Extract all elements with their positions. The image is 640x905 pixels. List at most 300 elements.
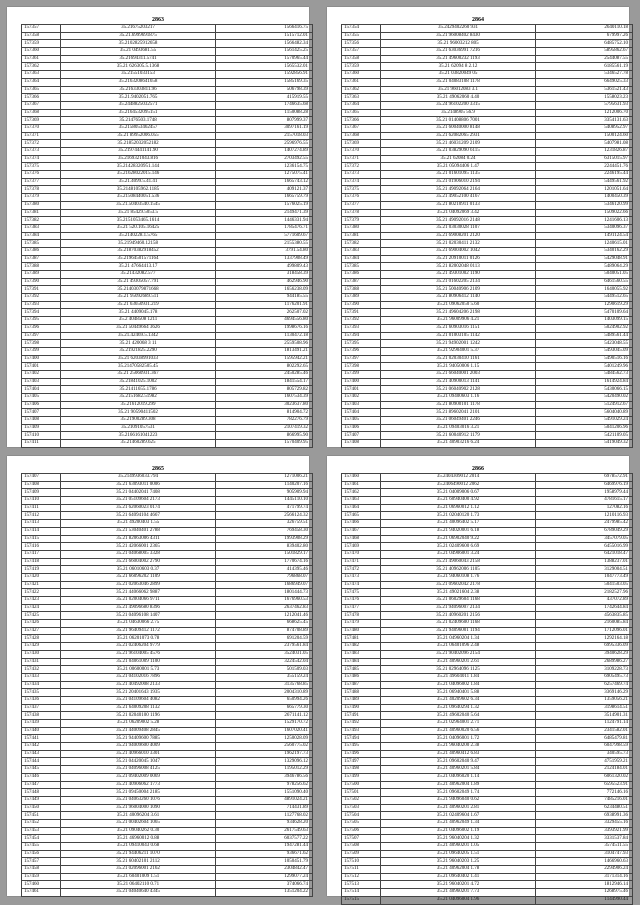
- coordinate-cell: 35.21 01906010 2194: [381, 178, 536, 186]
- value-cell: 3023637.80: [216, 401, 313, 409]
- coordinate-cell: 35.21 04096008 4125: [61, 766, 216, 774]
- table-row: [22, 132, 313, 140]
- table-row: [342, 148, 633, 156]
- table-row: [342, 194, 633, 202]
- row-id-cell: 157391: [342, 309, 381, 317]
- table-row: [22, 712, 313, 720]
- value-cell: 5771609.67: [216, 232, 313, 240]
- row-id-cell: 157382: [342, 240, 381, 248]
- row-id-cell: 157451: [22, 812, 61, 820]
- row-id-cell: 157422: [22, 589, 61, 597]
- table-row: [22, 819, 313, 827]
- row-id-cell: 157389: [342, 294, 381, 302]
- coordinate-cell: 35.2 4048508 1211: [61, 317, 216, 325]
- row-id-cell: 157408: [342, 440, 381, 448]
- value-cell: 2640110.18: [536, 25, 633, 33]
- table-row: [22, 94, 313, 102]
- value-cell: 1201051.64: [536, 186, 633, 194]
- row-id-cell: 157371: [22, 132, 61, 140]
- table-row: [22, 232, 313, 240]
- row-id-cell: 157381: [22, 209, 61, 217]
- row-id-cell: 157398: [22, 340, 61, 348]
- table-row: [342, 696, 633, 704]
- row-id-cell: 157373: [22, 148, 61, 156]
- table-row: [342, 163, 633, 171]
- table-row: [22, 666, 313, 674]
- table-row: [342, 240, 633, 248]
- table-row: [342, 25, 633, 33]
- value-cell: 374066.74: [216, 881, 313, 889]
- coordinate-cell: 35.21 60040912 1179: [381, 432, 536, 440]
- value-cell: 6061320.02: [536, 773, 633, 781]
- table-row: [22, 481, 313, 489]
- table-row: [22, 789, 313, 797]
- coordinate-cell: 35.21 40960201 2156: [381, 612, 536, 620]
- value-cell: 1566482.34: [216, 40, 313, 48]
- coordinate-cell: 35.21841025.1002: [61, 378, 216, 386]
- coordinate-cell: 35.21 09410043 0.68: [61, 843, 216, 851]
- table-row: [22, 417, 313, 425]
- coordinate-cell: 35.21 09402009 0069: [61, 773, 216, 781]
- page-title: 2864: [472, 17, 484, 23]
- coordinate-cell: 35.21 49602040 5.64: [381, 712, 536, 720]
- value-cell: 1150088.28: [216, 109, 313, 117]
- table-row: [342, 743, 633, 751]
- table-row: [22, 681, 313, 689]
- row-id-cell: 157503: [342, 804, 381, 812]
- row-id-cell: 157418: [22, 558, 61, 566]
- value-cell: 6978572.91: [536, 474, 633, 482]
- table-row: [342, 843, 633, 851]
- coordinate-table: [21, 24, 313, 448]
- row-id-cell: 157392: [22, 294, 61, 302]
- coordinate-cell: 35.21 96040204 1.32: [381, 835, 536, 843]
- table-row: [22, 474, 313, 482]
- coordinate-cell: 35.21 49062060 4.40: [381, 94, 536, 102]
- row-id-cell: 157456: [22, 850, 61, 858]
- coordinate-cell: 35.2149936033.794: [61, 474, 216, 482]
- table-row: [342, 301, 633, 309]
- coordinate-cell: 35.21 64009208 1132: [61, 704, 216, 712]
- row-id-cell: 157421: [22, 581, 61, 589]
- table-row: [342, 401, 633, 409]
- table-row: [22, 117, 313, 125]
- table-row: [342, 217, 633, 225]
- table-row: [22, 86, 313, 94]
- row-id-cell: 157476: [342, 597, 381, 605]
- value-cell: 1337908.49: [216, 255, 313, 263]
- page-2864: [327, 7, 629, 447]
- table-row: [342, 271, 633, 279]
- table-row: [342, 132, 633, 140]
- coordinate-cell: 35.21974441141.90: [61, 148, 216, 156]
- coordinate-cell: 35.21 05094406 1.47: [381, 163, 536, 171]
- row-id-cell: 157372: [342, 163, 381, 171]
- row-id-cell: 157367: [22, 101, 61, 109]
- coordinate-cell: 35.21 09602049 1.74: [381, 789, 536, 797]
- table-row: [342, 858, 633, 866]
- coordinate-cell: 35.21 46960012 0.88: [61, 835, 216, 843]
- table-row: [342, 704, 633, 712]
- row-id-cell: 157433: [22, 673, 61, 681]
- table-row: [22, 294, 313, 302]
- table-row: [342, 735, 633, 743]
- value-cell: 2479985.42: [536, 520, 633, 528]
- value-cell: 1466960.63: [536, 858, 633, 866]
- value-cell: 1240615.01: [536, 240, 633, 248]
- table-row: [22, 658, 313, 666]
- table-row: [22, 347, 313, 355]
- table-row: [342, 727, 633, 735]
- row-id-cell: 157375: [22, 163, 61, 171]
- row-id-cell: 157380: [22, 201, 61, 209]
- coordinate-cell: 35.2140228.1.5765: [61, 232, 216, 240]
- table-row: [22, 109, 313, 117]
- table-row: [342, 481, 633, 489]
- row-id-cell: 157366: [342, 117, 381, 125]
- value-cell: 7485216.01: [536, 796, 633, 804]
- coordinate-cell: 35.21 82063006 4311: [61, 535, 216, 543]
- row-id-cell: 157358: [342, 55, 381, 63]
- table-row: [22, 63, 313, 71]
- row-id-cell: 157357: [342, 48, 381, 56]
- page-title: 2866: [472, 466, 484, 472]
- value-cell: 934628.20: [216, 819, 313, 827]
- table-row: [22, 843, 313, 851]
- table-row: [342, 94, 633, 102]
- row-id-cell: 157372: [22, 140, 61, 148]
- row-id-cell: 157377: [22, 178, 61, 186]
- row-id-cell: 157380: [342, 224, 381, 232]
- row-id-cell: 157490: [342, 704, 381, 712]
- row-id-cell: 157502: [342, 796, 381, 804]
- coordinate-cell: 35.21470582505.45: [61, 363, 216, 371]
- value-cell: 1742644.84: [536, 604, 633, 612]
- row-id-cell: 157393: [342, 324, 381, 332]
- row-id-cell: 157396: [342, 347, 381, 355]
- value-cell: 5423048.55: [536, 340, 633, 348]
- table-row: [342, 363, 633, 371]
- row-id-cell: 157378: [22, 186, 61, 194]
- table-row: [342, 32, 633, 40]
- value-cell: 978256.62: [216, 781, 313, 789]
- value-cell: 415919.55: [216, 94, 313, 102]
- value-cell: 905909.94: [216, 489, 313, 497]
- value-cell: 462946.90: [216, 278, 313, 286]
- value-cell: 5895862.67: [536, 48, 633, 56]
- table-row: [342, 535, 633, 543]
- table-row: [22, 696, 313, 704]
- row-id-cell: 157382: [22, 217, 61, 225]
- table-row: [22, 370, 313, 378]
- value-cell: 501509.03: [216, 666, 313, 674]
- row-id-cell: 157375: [342, 186, 381, 194]
- table-row: [342, 835, 633, 843]
- coordinate-cell: 35.21476503.1748: [61, 117, 216, 125]
- row-id-cell: 157442: [22, 743, 61, 751]
- value-cell: 1329096.12: [216, 758, 313, 766]
- table-row: [342, 417, 633, 425]
- coordinate-cell: 35.21 06402110 0.71: [61, 881, 216, 889]
- value-cell: 2124184.01: [536, 766, 633, 774]
- value-cell: 3369146.29: [536, 689, 633, 697]
- value-cell: 6455016.99: [536, 543, 633, 551]
- table-row: [342, 504, 633, 512]
- table-row: [342, 873, 633, 881]
- table-row: [342, 773, 633, 781]
- table-row: [342, 155, 633, 163]
- row-id-cell: 157504: [342, 812, 381, 820]
- row-id-cell: 157412: [22, 512, 61, 520]
- table-row: [22, 743, 313, 751]
- row-id-cell: 157388: [22, 263, 61, 271]
- coordinate-cell: 35.2148905 56.9: [381, 109, 536, 117]
- value-cell: 3457079.05: [536, 535, 633, 543]
- coordinate-cell: 35.21 02004066 9711: [61, 597, 216, 605]
- coordinate-cell: 35.21 04096020 1.14: [381, 773, 536, 781]
- coordinate-table: [21, 473, 313, 897]
- coordinate-cell: 35.2151682.51982: [61, 394, 216, 402]
- table-row: [22, 247, 313, 255]
- coordinate-cell: 35.21 96104005 4576: [61, 650, 216, 658]
- coordinate-cell: 35.21 06040902 2128: [381, 386, 536, 394]
- row-id-cell: 157395: [342, 340, 381, 348]
- table-row: [22, 650, 313, 658]
- coordinate-cell: 35.21 04420045 1047: [61, 758, 216, 766]
- row-id-cell: 157447: [22, 781, 61, 789]
- coordinate-cell: 35.21 49096680 8396: [61, 604, 216, 612]
- value-cell: 5340162.29: [536, 247, 633, 255]
- table-row: [22, 889, 313, 897]
- table-row: [342, 766, 633, 774]
- value-cell: 1785476.71: [216, 224, 313, 232]
- value-cell: 5024902.92: [536, 324, 633, 332]
- value-cell: 409121.37: [216, 186, 313, 194]
- table-row: [342, 324, 633, 332]
- coordinate-cell: 35.21 69004002 1042: [381, 247, 536, 255]
- row-id-cell: 157405: [22, 394, 61, 402]
- coordinate-cell: 35.21 40962004 1.78: [381, 866, 536, 874]
- table-row: [342, 255, 633, 263]
- row-id-cell: 157461: [342, 481, 381, 489]
- row-id-cell: 157429: [22, 643, 61, 651]
- row-id-cell: 157390: [342, 301, 381, 309]
- value-cell: 5361521.43: [536, 86, 633, 94]
- row-id-cell: 157403: [342, 401, 381, 409]
- value-cell: 6315015.97: [536, 155, 633, 163]
- table-row: [22, 512, 313, 520]
- value-cell: 471799.74: [216, 504, 313, 512]
- coordinate-cell: 35.21 4409045.178: [61, 309, 216, 317]
- table-row: [342, 109, 633, 117]
- coordinate-cell: 35.21.6999691875: [61, 32, 216, 40]
- value-cell: 2689986.27: [536, 658, 633, 666]
- row-id-cell: 157364: [22, 78, 61, 86]
- coordinate-cell: 35.21 44066062 9887: [61, 589, 216, 597]
- table-row: [22, 873, 313, 881]
- row-id-cell: 157354: [342, 25, 381, 33]
- coordinate-cell: 35.21 40962006 1105: [381, 566, 536, 574]
- value-cell: 5491029.24: [536, 417, 633, 425]
- row-id-cell: 157427: [22, 627, 61, 635]
- value-cell: 1515712.01: [216, 32, 313, 40]
- value-cell: 866995.90: [216, 432, 313, 440]
- coordinate-cell: 35.21 04092069 3.42: [381, 209, 536, 217]
- row-id-cell: 157512: [342, 873, 381, 881]
- row-id-cell: 157493: [342, 727, 381, 735]
- row-id-cell: 157431: [22, 658, 61, 666]
- value-cell: 6047998.59: [536, 743, 633, 751]
- coordinate-cell: 35.21 40960201 5.84: [381, 766, 536, 774]
- row-id-cell: 157404: [342, 409, 381, 417]
- coordinate-cell: 35.21 04083108 1178: [381, 78, 536, 86]
- row-id-cell: 157467: [342, 527, 381, 535]
- row-id-cell: 157358: [22, 32, 61, 40]
- table-row: [342, 612, 633, 620]
- row-id-cell: 157460: [22, 881, 61, 889]
- row-id-cell: 157374: [22, 155, 61, 163]
- coordinate-cell: 35.21 04096108 1407: [61, 612, 216, 620]
- row-id-cell: 157402: [22, 370, 61, 378]
- value-cell: 944185.55: [216, 294, 313, 302]
- value-cell: 3940628.29: [536, 650, 633, 658]
- coordinate-cell: 35.21 90402096 2154: [381, 650, 536, 658]
- table-row: [22, 432, 313, 440]
- coordinate-cell: 35.21 60903016 1151: [381, 324, 536, 332]
- table-row: [342, 643, 633, 651]
- value-cell: 414395.46: [216, 566, 313, 574]
- row-id-cell: 157452: [22, 819, 61, 827]
- row-id-cell: 157448: [22, 789, 61, 797]
- table-row: [22, 727, 313, 735]
- row-id-cell: 157511: [342, 866, 381, 874]
- row-id-cell: 157488: [342, 689, 381, 697]
- table-row: [22, 286, 313, 294]
- row-id-cell: 157392: [342, 317, 381, 325]
- value-cell: 874708.89: [216, 627, 313, 635]
- coordinate-cell: 35.21 03829090 6115: [381, 148, 536, 156]
- table-row: [22, 535, 313, 543]
- table-row: [342, 750, 633, 758]
- coordinate-cell: 35.21 50040906 2109: [381, 286, 536, 294]
- coordinate-cell: 35.21 94096007 2134: [381, 604, 536, 612]
- row-id-cell: 157514: [342, 889, 381, 897]
- coordinate-cell: 35.21 96004000 1090: [61, 804, 216, 812]
- table-row: [342, 101, 633, 109]
- value-cell: 6469976.19: [536, 481, 633, 489]
- value-cell: 1665743.12: [216, 178, 313, 186]
- row-id-cell: 157473: [342, 573, 381, 581]
- coordinate-cell: 35.21 40960201 1.05: [381, 843, 536, 851]
- table-row: [22, 689, 313, 697]
- coordinate-cell: 35.21551033153: [61, 71, 216, 79]
- row-id-cell: 157468: [342, 535, 381, 543]
- value-cell: 1236154.75: [216, 163, 313, 171]
- value-cell: 1446331.94: [216, 217, 313, 225]
- table-row: [342, 597, 633, 605]
- coordinate-cell: 35.21428320951.144: [61, 163, 216, 171]
- row-id-cell: 157356: [342, 40, 381, 48]
- table-row: [342, 278, 633, 286]
- value-cell: 1299077.24: [216, 873, 313, 881]
- table-row: [342, 543, 633, 551]
- coordinate-cell: 35.21 69008201 2120: [381, 232, 536, 240]
- row-id-cell: 157402: [342, 394, 381, 402]
- coordinate-cell: 35.21 06201073 0.78: [61, 635, 216, 643]
- table-row: [22, 78, 313, 86]
- row-id-cell: 157481: [342, 635, 381, 643]
- coordinate-cell: 35.24 96102200 3315: [381, 101, 536, 109]
- row-id-cell: 157453: [22, 827, 61, 835]
- table-row: [342, 589, 633, 597]
- coordinate-cell: 35.2151053465.1614: [61, 217, 216, 225]
- value-cell: 5419049.32: [536, 440, 633, 448]
- coordinate-cell: 35.21 04402041 7408: [61, 489, 216, 497]
- table-row: [342, 620, 633, 628]
- table-row: [342, 355, 633, 363]
- coordinate-cell: 35.21 94020001 6.18: [381, 527, 536, 535]
- value-cell: 668625.45: [216, 620, 313, 628]
- coordinate-cell: 35.2169321043.816: [61, 155, 216, 163]
- row-id-cell: 157462: [342, 489, 381, 497]
- value-cell: 1585169.35: [216, 78, 313, 86]
- coordinate-cell: 35.21 420068 3 11: [61, 340, 216, 348]
- coordinate-cell: 35.21 09400603 1.16: [381, 394, 536, 402]
- table-row: [22, 140, 313, 148]
- table-row: [342, 604, 633, 612]
- value-cell: 6037577.22: [216, 835, 313, 843]
- row-id-cell: 157491: [342, 712, 381, 720]
- value-cell: 1614924.84: [536, 378, 633, 386]
- table-row: [22, 835, 313, 843]
- coordinate-cell: 35.21 90590411502: [61, 409, 216, 417]
- table-row: [342, 386, 633, 394]
- coordinate-cell: 35.21 94096040 0.62: [381, 796, 536, 804]
- row-id-cell: 157472: [342, 566, 381, 574]
- table-row: [22, 750, 313, 758]
- value-cell: 650994.26: [216, 696, 313, 704]
- table-row: [342, 850, 633, 858]
- table-row: [22, 424, 313, 432]
- value-cell: 2703492.55: [216, 155, 313, 163]
- row-id-cell: 157413: [22, 520, 61, 528]
- row-id-cell: 157457: [22, 858, 61, 866]
- page-2865: [7, 456, 309, 896]
- value-cell: 1500124.60: [536, 132, 633, 140]
- table-row: [342, 681, 633, 689]
- row-id-cell: 157432: [22, 666, 61, 674]
- value-cell: 6234480.51: [536, 804, 633, 812]
- coordinate-cell: 35.21 04096002 1.19: [381, 827, 536, 835]
- row-id-cell: 157465: [342, 512, 381, 520]
- row-id-cell: 157508: [342, 843, 381, 851]
- coordinate-cell: 35.21 96003212 805: [381, 40, 536, 48]
- row-id-cell: 157510: [342, 858, 381, 866]
- coordinate-cell: 35.21 00600001 5.73: [61, 666, 216, 674]
- table-row: [342, 781, 633, 789]
- coordinate-cell: 35.21 49092064 2164: [381, 186, 536, 194]
- table-row: [22, 581, 313, 589]
- coordinate-cell: 35.21 66004002 2790: [61, 558, 216, 566]
- coordinate-cell: 35.21900289.308: [61, 417, 216, 425]
- value-cell: 1958979.44: [536, 489, 633, 497]
- value-cell: 5401249.96: [536, 363, 633, 371]
- row-id-cell: 157394: [342, 332, 381, 340]
- value-cell: 3109228.73: [536, 666, 633, 674]
- value-cell: 2149471.39: [216, 209, 313, 217]
- row-id-cell: 157364: [342, 101, 381, 109]
- row-id-cell: 157495: [342, 743, 381, 751]
